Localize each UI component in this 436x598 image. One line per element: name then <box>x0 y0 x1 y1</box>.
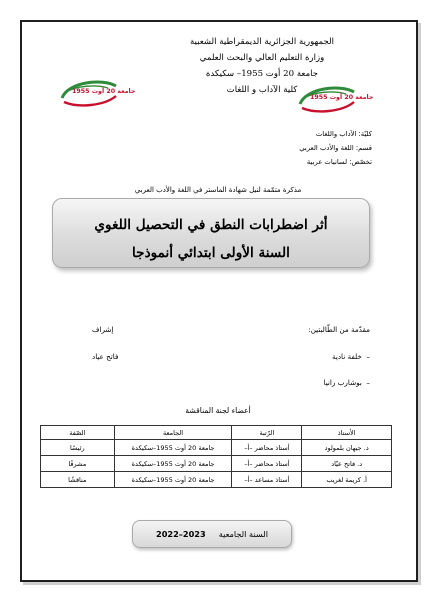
thesis-title-line1: أثر اضطرابات النطق في التحصيل اللغوي <box>94 217 328 233</box>
committee-table <box>40 425 392 488</box>
supervisor-name: فاتح عياد <box>92 352 119 361</box>
academic-year-label: السنة الجامعية <box>218 529 268 539</box>
dept-faculty: كليّة: الآداب واللغات <box>315 130 372 138</box>
thesis-title-line2: السنة الأولى ابتدائي أنموذجا <box>132 245 290 261</box>
student-1-name: خلفة نادية <box>331 352 362 361</box>
logo-caption-right: جامعة 20 أوت 1955 <box>310 94 374 101</box>
student-2-name: بوشارب رانيا <box>323 378 362 387</box>
student-1 <box>332 352 370 361</box>
header-rank: الرّتبة <box>232 426 302 440</box>
table-row <box>41 456 392 472</box>
cell-role: رئيسًا <box>41 440 115 456</box>
title-box <box>52 198 370 268</box>
cell-rank: أستاذ محاضر –أ– <box>232 456 302 472</box>
dept-department: قسم: اللغة والأدب العربي <box>299 144 372 152</box>
header-ministry: وزارة التعليم العالي والبحث العلمي <box>199 53 325 63</box>
student-2 <box>324 378 370 387</box>
cell-university: جامعة 20 أوت 1955–سكيكدة <box>114 440 232 456</box>
header-faculty: كلية الآداب و اللغات <box>226 85 298 95</box>
thesis-subtitle: مذكرة متمّمة لنيل شهادة الماستر في اللغة والأدب العربي <box>134 186 302 194</box>
students-label: مقدّمة من الطّالبتين: <box>308 325 370 334</box>
cell-university: جامعة 20 أوت 1955–سكيكدة <box>114 472 232 488</box>
header-university: جامعة 20 أوت 1955– سكيكدة <box>205 69 319 79</box>
dept-specialty: تخصّص: لسانيات عربية <box>306 158 372 166</box>
cell-professor: د. فاتح عيّاد <box>302 456 392 472</box>
cell-role: مشرفًا <box>41 456 115 472</box>
cell-rank: أستاذ مساعد –أ– <box>232 472 302 488</box>
cell-university: جامعة 20 أوت 1955–سكيكدة <box>114 456 232 472</box>
header-role: الصّفة <box>41 426 115 440</box>
cell-rank: أستاذ محاضر –أ– <box>232 440 302 456</box>
header-university: الجامعة <box>114 426 232 440</box>
university-logo-left <box>58 78 136 108</box>
university-logo-right <box>296 84 374 114</box>
bullet-dash-icon: – <box>361 378 370 387</box>
cell-professor: أ. كريمة لغريب <box>302 472 392 488</box>
table-row <box>41 472 392 488</box>
cell-role: مناقشًا <box>41 472 115 488</box>
academic-year-value: 2022–2023 <box>156 529 206 539</box>
table-row <box>41 440 392 456</box>
header-republic: الجمهورية الجزائرية الديمقراطية الشعبية <box>189 37 335 47</box>
table-header-row <box>41 426 392 440</box>
academic-year-box <box>132 520 292 548</box>
committee-title: أعضاء لجنة المناقشة <box>185 406 251 415</box>
supervisor-label: إشراف <box>92 325 114 334</box>
logo-caption-left: جامعة 20 أوت 1955 <box>72 88 136 95</box>
cell-professor: د. جيهان بلمولود <box>302 440 392 456</box>
header-professor: الأستاذ <box>302 426 392 440</box>
bullet-dash-icon: – <box>361 352 370 361</box>
department-block <box>299 127 372 169</box>
